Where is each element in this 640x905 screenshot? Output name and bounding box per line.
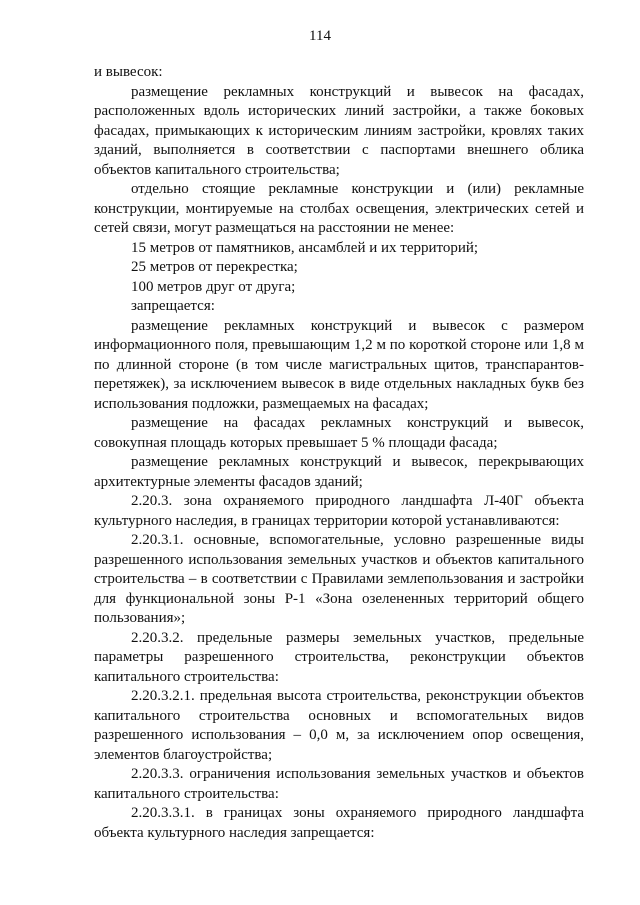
page-number: 114 — [309, 28, 331, 44]
paragraph-freestanding-structures: отдельно стоящие рекламные конструкции и (или) рекламные конструкции, монтируемые на столбах освещения, электрических сетей и сетей связи, могут размещаться на расстоянии не менее: — [94, 181, 584, 236]
page-body — [94, 63, 584, 843]
paragraph-facade-signage: размещение рекламных конструкций и вывесок на фасадах, расположенных вдоль исторических линий застройки, а также боковых фасадах, примыкающих к историческим линиям застройки, кровлях таких зданий, выполняется в соответствии с паспортами внешнего облика объектов капитального строительства; — [94, 83, 584, 178]
paragraph-2-20-3: 2.20.3. зона охраняемого природного ландшафта Л-40Г объекта культурного наследия, в границах территории которой устанавливаются: — [94, 493, 584, 529]
paragraph-distance-monuments: 15 метров от памятников, ансамблей и их территорий; — [131, 239, 479, 256]
paragraph-2-20-3-3-1: 2.20.3.3.1. в границах зоны охраняемого природного ландшафта объекта культурного наследия запрещается: — [94, 805, 584, 841]
paragraph-2-20-3-2: 2.20.3.2. предельные размеры земельных участков, предельные параметры разрешенного строительства, реконструкции объектов капитального строительства: — [94, 629, 584, 685]
paragraph-2-20-3-1: 2.20.3.1. основные, вспомогательные, условно разрешенные виды разрешенного использования земельных участков и объектов капитального строительства – в соответствии с Правилами землепользования и застройки для функциональной зоны Р-1 «Зона озелененных территорий общего пользования»; — [94, 532, 584, 626]
paragraph-distance-crossroads: 25 метров от перекрестка; — [131, 259, 298, 275]
paragraph-2-20-3-3: 2.20.3.3. ограничения использования земельных участков и объектов капитального строительства: — [94, 766, 584, 802]
paragraph-area-limit: размещение на фасадах рекламных конструкций и вывесок, совокупная площадь которых превышает 5 % площади фасада; — [94, 415, 584, 451]
paragraph-overlap: размещение рекламных конструкций и вывесок, перекрывающих архитектурные элементы фасадов зданий; — [94, 454, 584, 490]
paragraph-size-limit: размещение рекламных конструкций и вывесок с размером информационного поля, превышающим 1,2 м по короткой стороне или 1,8 м по длинной стороне (в том числе магистральных щитов, транспарантов-перетяжек), за исключением вывесок в виде отдельных накладных букв без использования подложки, размещаемых на фасадах; — [94, 317, 584, 412]
paragraph-prohibited: запрещается: — [131, 298, 215, 314]
paragraph-2-20-3-2-1: 2.20.3.2.1. предельная высота строительства, реконструкции объектов капитального строительства основных и вспомогательных видов разрешенного использования – 0,0 м, за исключением опор освещения, элементов благоустройства; — [94, 688, 584, 763]
paragraph-distance-each-other: 100 метров друг от друга; — [131, 278, 296, 295]
paragraph-continuation: и вывесок: — [94, 64, 163, 80]
